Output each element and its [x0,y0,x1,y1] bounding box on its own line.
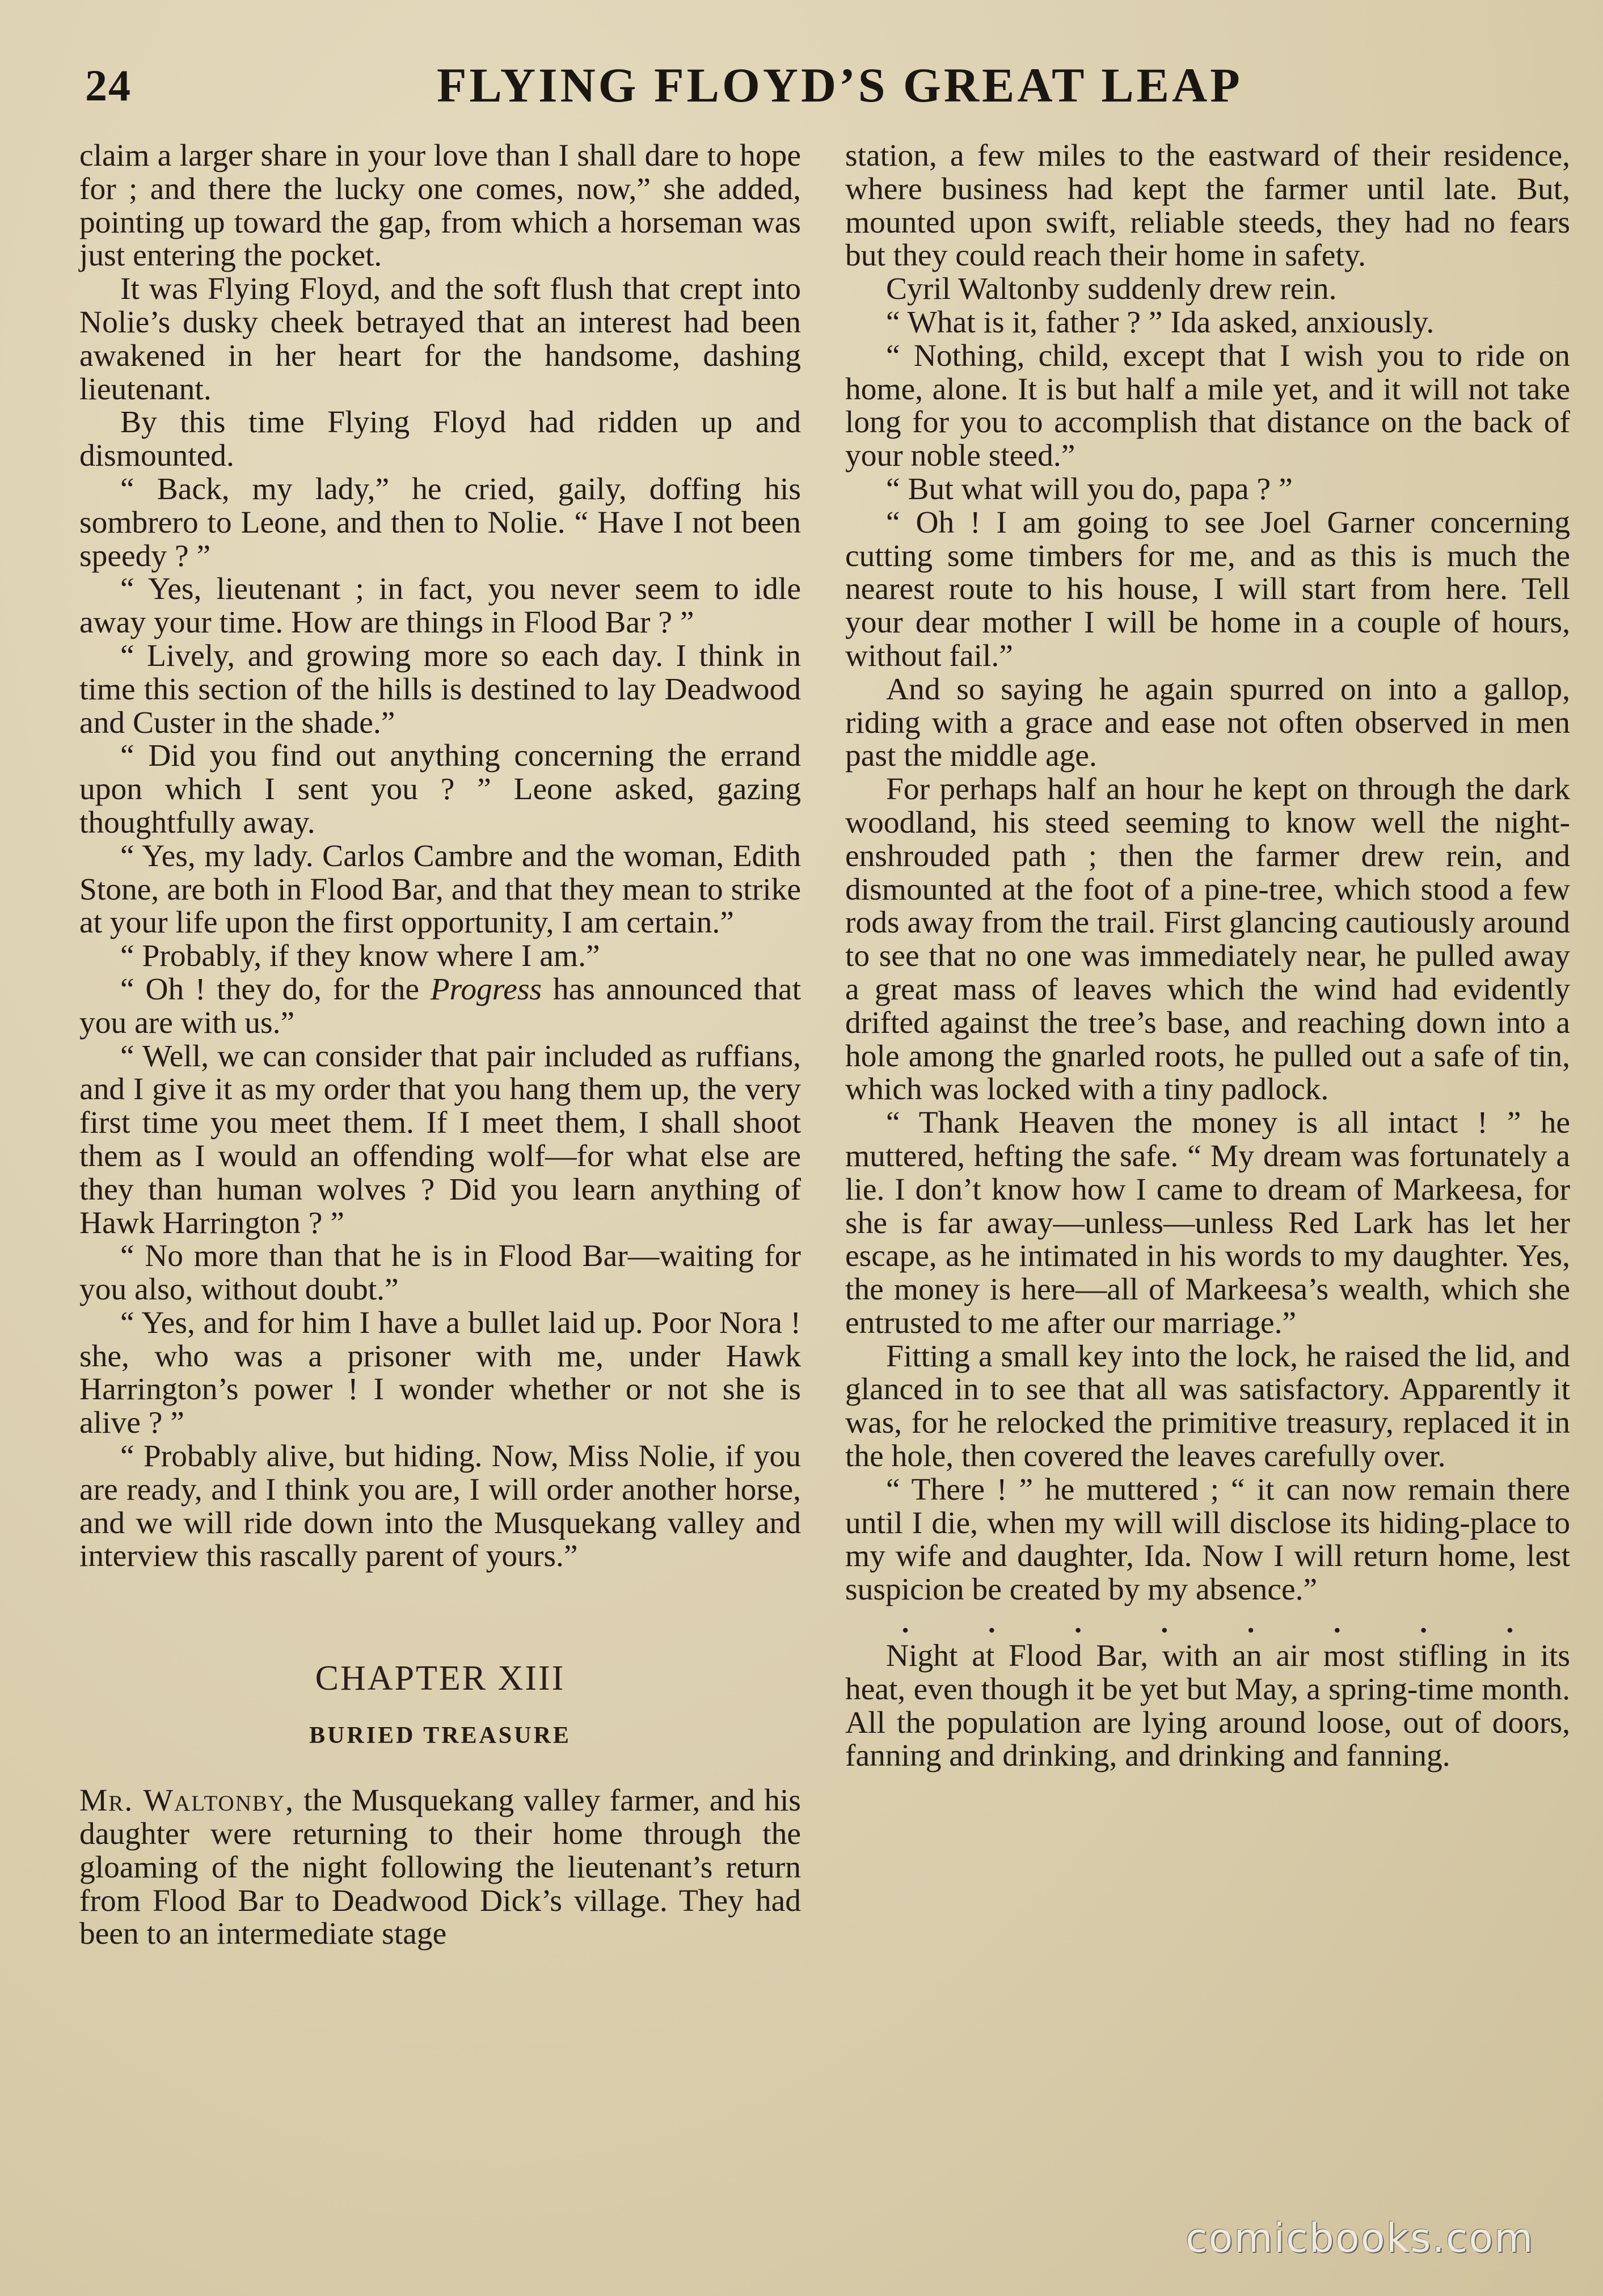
paragraph: “ Yes, my lady. Carlos Cambre and the woman, Edith Stone, are both in Flood Bar, and that they mean to strike at your life upon the first opportunity, I am certain.” [79,838,801,940]
section-dot: . [1333,1607,1341,1640]
paragraph: Cyril Waltonby suddenly drew rein. [886,272,1337,307]
page-number: 24 [85,61,132,110]
paragraph: By this time Flying Floyd had ridden up and dismounted. [79,405,801,474]
right-column [845,140,1570,1773]
paragraph: “ No more than that he is in Flood Bar—waiting for you also, without doubt.” [79,1239,801,1307]
section-dot: . [1074,1607,1082,1640]
paragraph: “ Yes, and for him I have a bullet laid up. Poor Nora ! she, who was a prisoner with me, under Hawk Harrington’s power ! I wonder whether or not she is alive ? ” [79,1305,801,1441]
opening-smallcaps: Mr. Waltonby, [79,1783,294,1818]
paragraph: “ Nothing, child, except that I wish you to ride on home, alone. It is but half a mile yet, and it will not take long for you to accomplish that distance on the back of your noble steed.” [845,338,1570,474]
paragraph: For perhaps half an hour he kept on through the dark woodland, his steed seeming to know well the night-enshrouded path ; then the farmer drew rein, and dismounted at the foot of a pine-tree, which stood a few rods away from the trail. First glancing cautiously around to see that no one was immediately near, he pulled away a great mass of leaves which the wind had evidently drifted against the tree’s base, and reaching down into a hole among the gnarled roots, he pulled out a safe of tin, which was locked with a tiny padlock. [845,772,1570,1107]
page-header [85,57,1560,119]
section-dot: . [1247,1607,1255,1640]
paragraph: It was Flying Floyd, and the soft flush that crept into Nolie’s dusky cheek betrayed that an interest had been awakened in her heart for the handsome, dashing lieutenant. [79,272,801,407]
paragraph: “ Lively, and growing more so each day. I think in time this section of the hills is destined to lay Deadwood and Custer in the shade.” [79,638,801,740]
paragraph: “ Probably alive, but hiding. Now, Miss Nolie, if you are ready, and I think you are, I will order another horse, and we will ride down into the Musquekang valley and interview this rascally parent of yours.” [79,1439,801,1574]
paragraph: “ Well, we can consider that pair included as ruffians, and I give it as my order that you hang them up, the very first time you meet them. If I meet them, I shall shoot them as I would an offending wolf—for what else are they than human wolves ? Did you learn anything of Hawk Harrington ? ” [79,1039,801,1240]
section-dot: . [1161,1607,1168,1640]
paragraph: “ There ! ” he muttered ; “ it can now remain there until I die, when my will will disclose its hiding-place to my wife and daughter, Ida. Now I will return home, lest suspicion be created by my absence.” [845,1472,1570,1607]
paragraph: “ Probably, if they know where I am.” [120,939,600,974]
paragraph: “ Back, my lady,” he cried, gaily, doffing his sombrero to Leone, and then to Nolie. “ Have I not been speedy ? ” [79,471,801,573]
chapter-subtitle: BURIED TREASURE [309,1723,571,1749]
section-dot: . [901,1607,909,1640]
section-dot: . [988,1607,995,1640]
paragraph: Night at Flood Bar, with an air most stifling in its heat, even though it be yet but May, a spring-time month. All the population are lying around loose, out of doors, fanning and drinking, and drinking and fanning. [845,1639,1570,1774]
paragraph: “ Yes, lieutenant ; in fact, you never seem to idle away your time. How are things in Flood Bar ? ” [79,572,801,640]
paragraph: station, a few miles to the eastward of their residence, where business had kept the farmer until late. But, mounted upon swift, reliable steeds, they had no fears but they could reach their home in safety. [845,138,1570,273]
chapter-title: CHAPTER XIII [315,1659,566,1698]
running-title: FLYING FLOYD’S GREAT LEAP [437,58,1243,112]
paragraph: “ Oh ! I am going to see Joel Garner concerning cutting some timbers for me, and as this is much the nearest route to his house, I will start from here. Tell your dear mother I will be home in a couple of hours, without fail.” [845,505,1570,673]
paragraph: Fitting a small key into the lock, he raised the lid, and glanced in to see that all was satisfactory. Apparently it was, for he relocked the primitive treasury, replaced it in the hole, then covered the leaves carefully over. [845,1339,1570,1474]
paragraph: “ Did you find out anything concerning the errand upon which I sent you ? ” Leone asked, gazing thoughtfully away. [79,738,801,840]
paragraph: “ Thank Heaven the money is all intact ! ” he muttered, hefting the safe. “ My dream was fortunately a lie. I don’t know how I came to dream of Markeesa, for she is far away—unless—unless Red Lark has let her escape, as he intimated in his words to my daughter. Yes, the money is here—all of Markeesa’s wealth, which she entrusted to me after our marriage.” [845,1105,1570,1340]
left-column [79,140,801,1951]
newspaper-title: Progress [430,972,542,1007]
paragraph: “ What is it, father ? ” Ida asked, anxiously. [886,305,1435,340]
paragraph-progress [79,973,801,1040]
watermark-logo: comicbooks.com [1186,2215,1534,2261]
section-break [845,1607,1570,1640]
section-dot: . [1420,1607,1428,1640]
paragraph: claim a larger share in your love than I shall dare to hope for ; and there the lucky one comes, now,” she added, pointing up toward the gap, from which a horseman was just entering the pocket. [79,138,801,273]
text-run: has announced that you are with us.” [79,972,801,1040]
text-run: the Musquekang valley farmer, and his daughter were returning to their home through the gloaming of the night following the lieutenant’s return from Flood Bar to Deadwood Dick’s village. They had been to an intermediate stage [79,1783,802,1952]
text-run: “ Oh ! they do, for the [120,972,431,1007]
paragraph: “ But what will you do, papa ? ” [886,471,1293,507]
chapter-opening-paragraph [79,1784,801,1951]
section-dot: . [1506,1607,1514,1640]
paragraph: And so saying he again spurred on into a gallop, riding with a grace and ease not often observed in men past the middle age. [845,672,1570,774]
